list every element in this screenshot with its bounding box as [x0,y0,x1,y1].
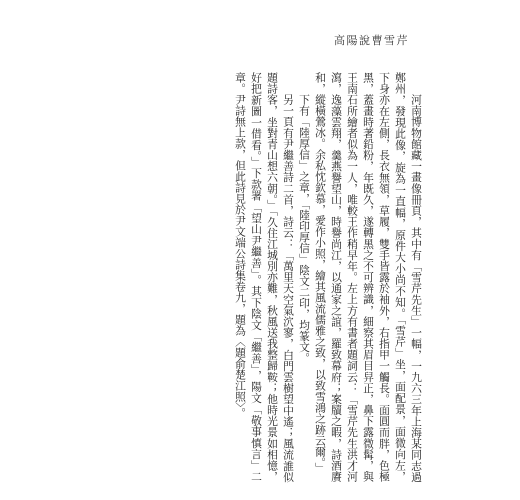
paragraph: 下有「陸厚信」之章，「陸印厚信」陰文二印，均篆文。 [298,93,311,364]
running-header: 高陽說曹雪芹 [334,34,409,47]
paragraph: 另一頁有尹繼善詩二首，詩云：「萬里天空氣泬寥，白門雲樹望中遙；風流誰似題詩客，坐對青山想六朝。」「久住江城別亦難，秋風送我整歸鞍；他時光景如相憶，好把新圖一借看。」下款署「望山尹繼善」。其下陰文「繼善」，陽文「敬事慎言」二章。尹詩無上款，但此詩見於尹文端公詩集卷九，題為〈題俞楚江照〉。 [234,72,295,482]
body-text [232,72,424,482]
paragraph: 河南博物館藏一畫像冊頁，其中有「雪芹先生」一幅，一九六三年上海某同志過鄭州，發現此像，旋為一直幅，原件大小尚不知。「雪芹」坐，面配景，面微向左，下身亦在左側，長衣無領，草履，雙手皆露於袖外，右指甲一觸長。面圓而胖，色極黑，蓋畫時著鉛粉，年既久，遂轉黑之不可辨識，細察其眉目舁正，鼻下露微髯，與王南石所繪者似為一人，唯較王作稍早年。左上方有書者題詞云：「雪芹先生洪才河瀉，逸藻雲翔，羹燕譽望山，時譽尚江，以通家之誼，羅致幕府；案牘之暇，詩酒賡和，縱橫鶯冰。余私忱欽慕，愛作小照，繪其風流儒雅之致，以致雪鴻之跡云爾。」 [314,72,423,482]
